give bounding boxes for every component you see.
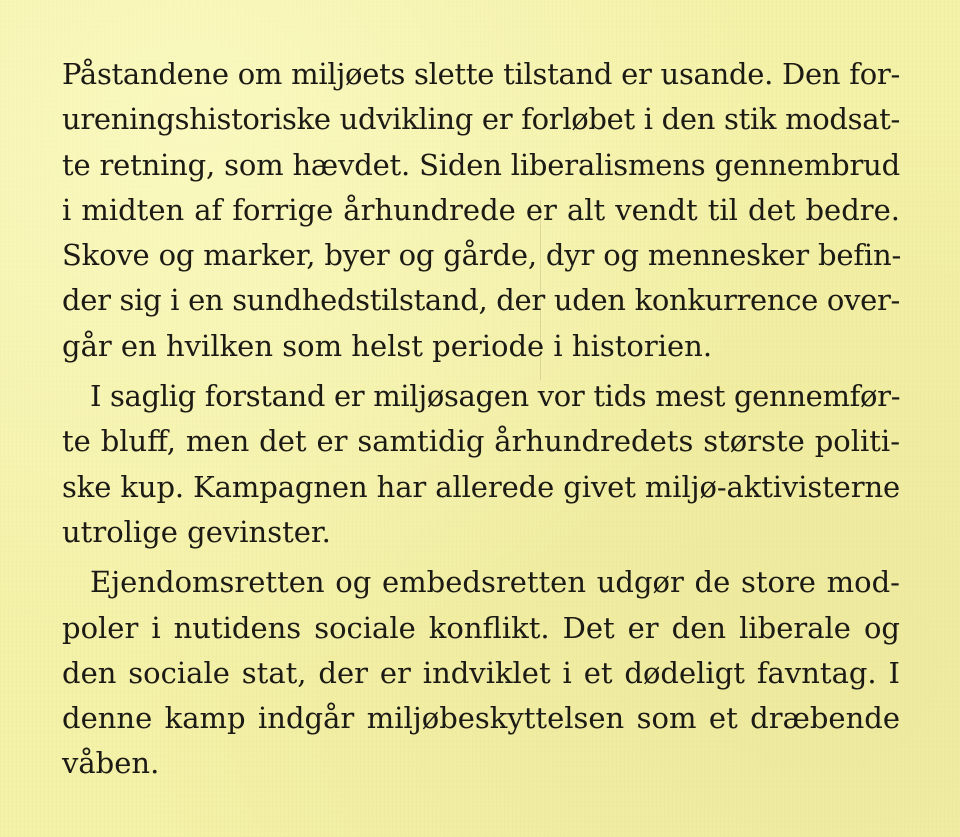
- paragraph-1: [62, 52, 900, 369]
- paragraph-2: [62, 374, 900, 555]
- paragraph-3: [62, 560, 900, 786]
- text-line: te bluff, men det er samtidig århundredets største politi-: [62, 424, 900, 459]
- text-line: poler i nutidens sociale konflikt. Det er den liberale og: [62, 610, 900, 645]
- text-line: den sociale stat, der er indviklet i et dødeligt favntag. I: [62, 655, 900, 690]
- text-line: våben.: [62, 746, 160, 781]
- text-line: i midten af forrige århundrede er alt vendt til det bedre.: [62, 192, 900, 227]
- text-line: ske kup. Kampagnen har allerede givet miljø-aktivisterne: [62, 469, 901, 504]
- text-line: Ejendomsretten og embedsretten udgør de store mod-: [90, 565, 900, 600]
- text-line: der sig i en sundhedstilstand, der uden konkurrence over-: [62, 283, 901, 318]
- text-line: Skove og marker, byer og gårde, dyr og mennesker befin-: [62, 238, 902, 273]
- text-line: går en hvilken som helst periode i historien.: [62, 328, 713, 363]
- text-line: Påstandene om miljøets slette tilstand er usande. Den for-: [62, 57, 900, 91]
- text-line: utrolige gevinster.: [62, 514, 331, 549]
- text-line: te retning, som hævdet. Siden liberalismens gennembrud: [62, 147, 901, 182]
- text-line: ureningshistoriske udvikling er forløbet i den stik modsat-: [62, 102, 900, 137]
- text-line: denne kamp indgår miljøbeskyttelsen som et dræbende: [62, 701, 900, 736]
- text-line: I saglig forstand er miljøsagen vor tids mest gennemfør-: [90, 379, 901, 414]
- book-page-text: [62, 52, 900, 787]
